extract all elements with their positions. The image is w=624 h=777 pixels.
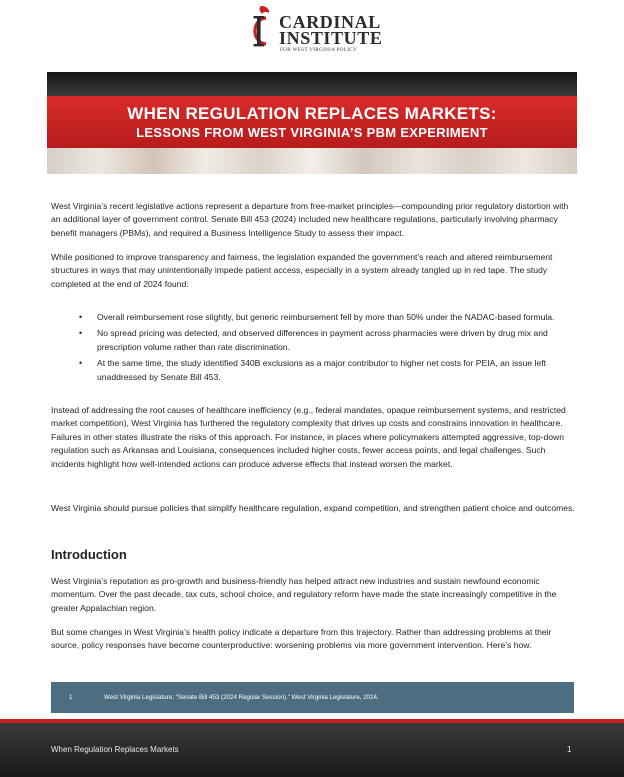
paragraph-text: Instead of addressing the root causes of healthcare inefficiency (e.g., federal mandates, opaque reimbursement systems, and restricted market competition), West Virginia has furthered the regulatory complexity that drives up costs and constrains innovation in healthcare. Failures in other states illustrate the risks of this approach. For instance, in places where policymakers attempted aggressive, top-down regulation such as Arkansas and Louisiana, consequences included higher costs, fewer access points, and legal challenges. Such incidents highlight how well-intended actions can produce adverse effects that instead worsen the market. (51, 405, 566, 469)
header-red-banner (47, 96, 577, 148)
introduction-paragraph-2 (51, 626, 577, 653)
footnote-box (51, 682, 574, 713)
cardinal-monogram-icon (244, 4, 274, 52)
logo-tagline: FOR WEST VIRGINIA POLICY (280, 47, 358, 53)
page-number: 1 (567, 745, 572, 754)
paragraph-text: While positioned to improve transparency and fairness, the legislation expanded the government’s reach and altered reimbursement structures in ways that may unintentionally impede patient access, especially in a system already tangled up in red tape. The study completed at the end of 2024 found: (51, 252, 553, 289)
findings-list (79, 311, 569, 387)
report-subtitle: LESSONS FROM WEST VIRGINIA’S PBM EXPERIMENT (136, 125, 488, 140)
section-heading-introduction: Introduction (51, 547, 127, 562)
intro-paragraph-1 (51, 200, 577, 240)
paragraph-text: West Virginia should pursue policies that simplify healthcare regulation, expand competition, and strengthen patient choice and outcomes. (51, 503, 575, 513)
list-item: • At the same time, the study identified 340B exclusions as a major contributor to higher net costs for PEIA, an issue left unaddressed by Senate Bill 453. (79, 357, 569, 384)
analysis-paragraph (51, 404, 577, 471)
intro-paragraph-2 (51, 251, 577, 291)
list-item: • No spread pricing was detected, and observed differences in payment across pharmacies were driven by drug mix and prescription volume rather than rate discrimination. (79, 327, 569, 354)
cardinal-institute-logo (236, 4, 396, 52)
paragraph-text: West Virginia’s recent legislative actions represent a departure from free-market principles—compounding prior regulatory distortion with an additional layer of government control. Senate Bill 453 (2024) included new healthcare regulations, particularly involving pharmacy benefit managers (PBMs), and required a Business Intelligence Study to assess their impact. (51, 201, 569, 238)
report-title: WHEN REGULATION REPLACES MARKETS: (127, 104, 497, 123)
logo-text-cardinal: CARDINAL (279, 12, 381, 32)
header-dark-band (47, 72, 577, 96)
footnote-number: 1 (69, 694, 73, 701)
paragraph-text: West Virginia’s reputation as pro-growth and business-friendly has helped attract new industries and sustain newfound economic momentum. Over the past decade, tax cuts, school choice, and regulatory reform have made the state increasingly competitive in the greater Appalachian region. (51, 576, 557, 613)
logo-text-institute: INSTITUTE (279, 28, 383, 48)
recommendation-paragraph (51, 502, 577, 515)
footer-title: When Regulation Replaces Markets (51, 745, 179, 754)
list-item: • Overall reimbursement rose slightly, but generic reimbursement fell by more than 50% under the NADAC-based formula. (79, 311, 569, 324)
paragraph-text: But some changes in West Virginia’s health policy indicate a departure from this trajectory. Rather than addressing problems at their source, policy responses have become counterproductive: worsening problems via more government intervention. Here’s how. (51, 627, 552, 651)
introduction-paragraph-1 (51, 575, 577, 615)
page-footer (0, 723, 624, 777)
header-photo-strip (47, 148, 577, 174)
footnote-text: West Virginia Legislature. “Senate Bill 453 (2024 Regular Session).” West Virginia Legislature, 2024. (104, 694, 379, 701)
